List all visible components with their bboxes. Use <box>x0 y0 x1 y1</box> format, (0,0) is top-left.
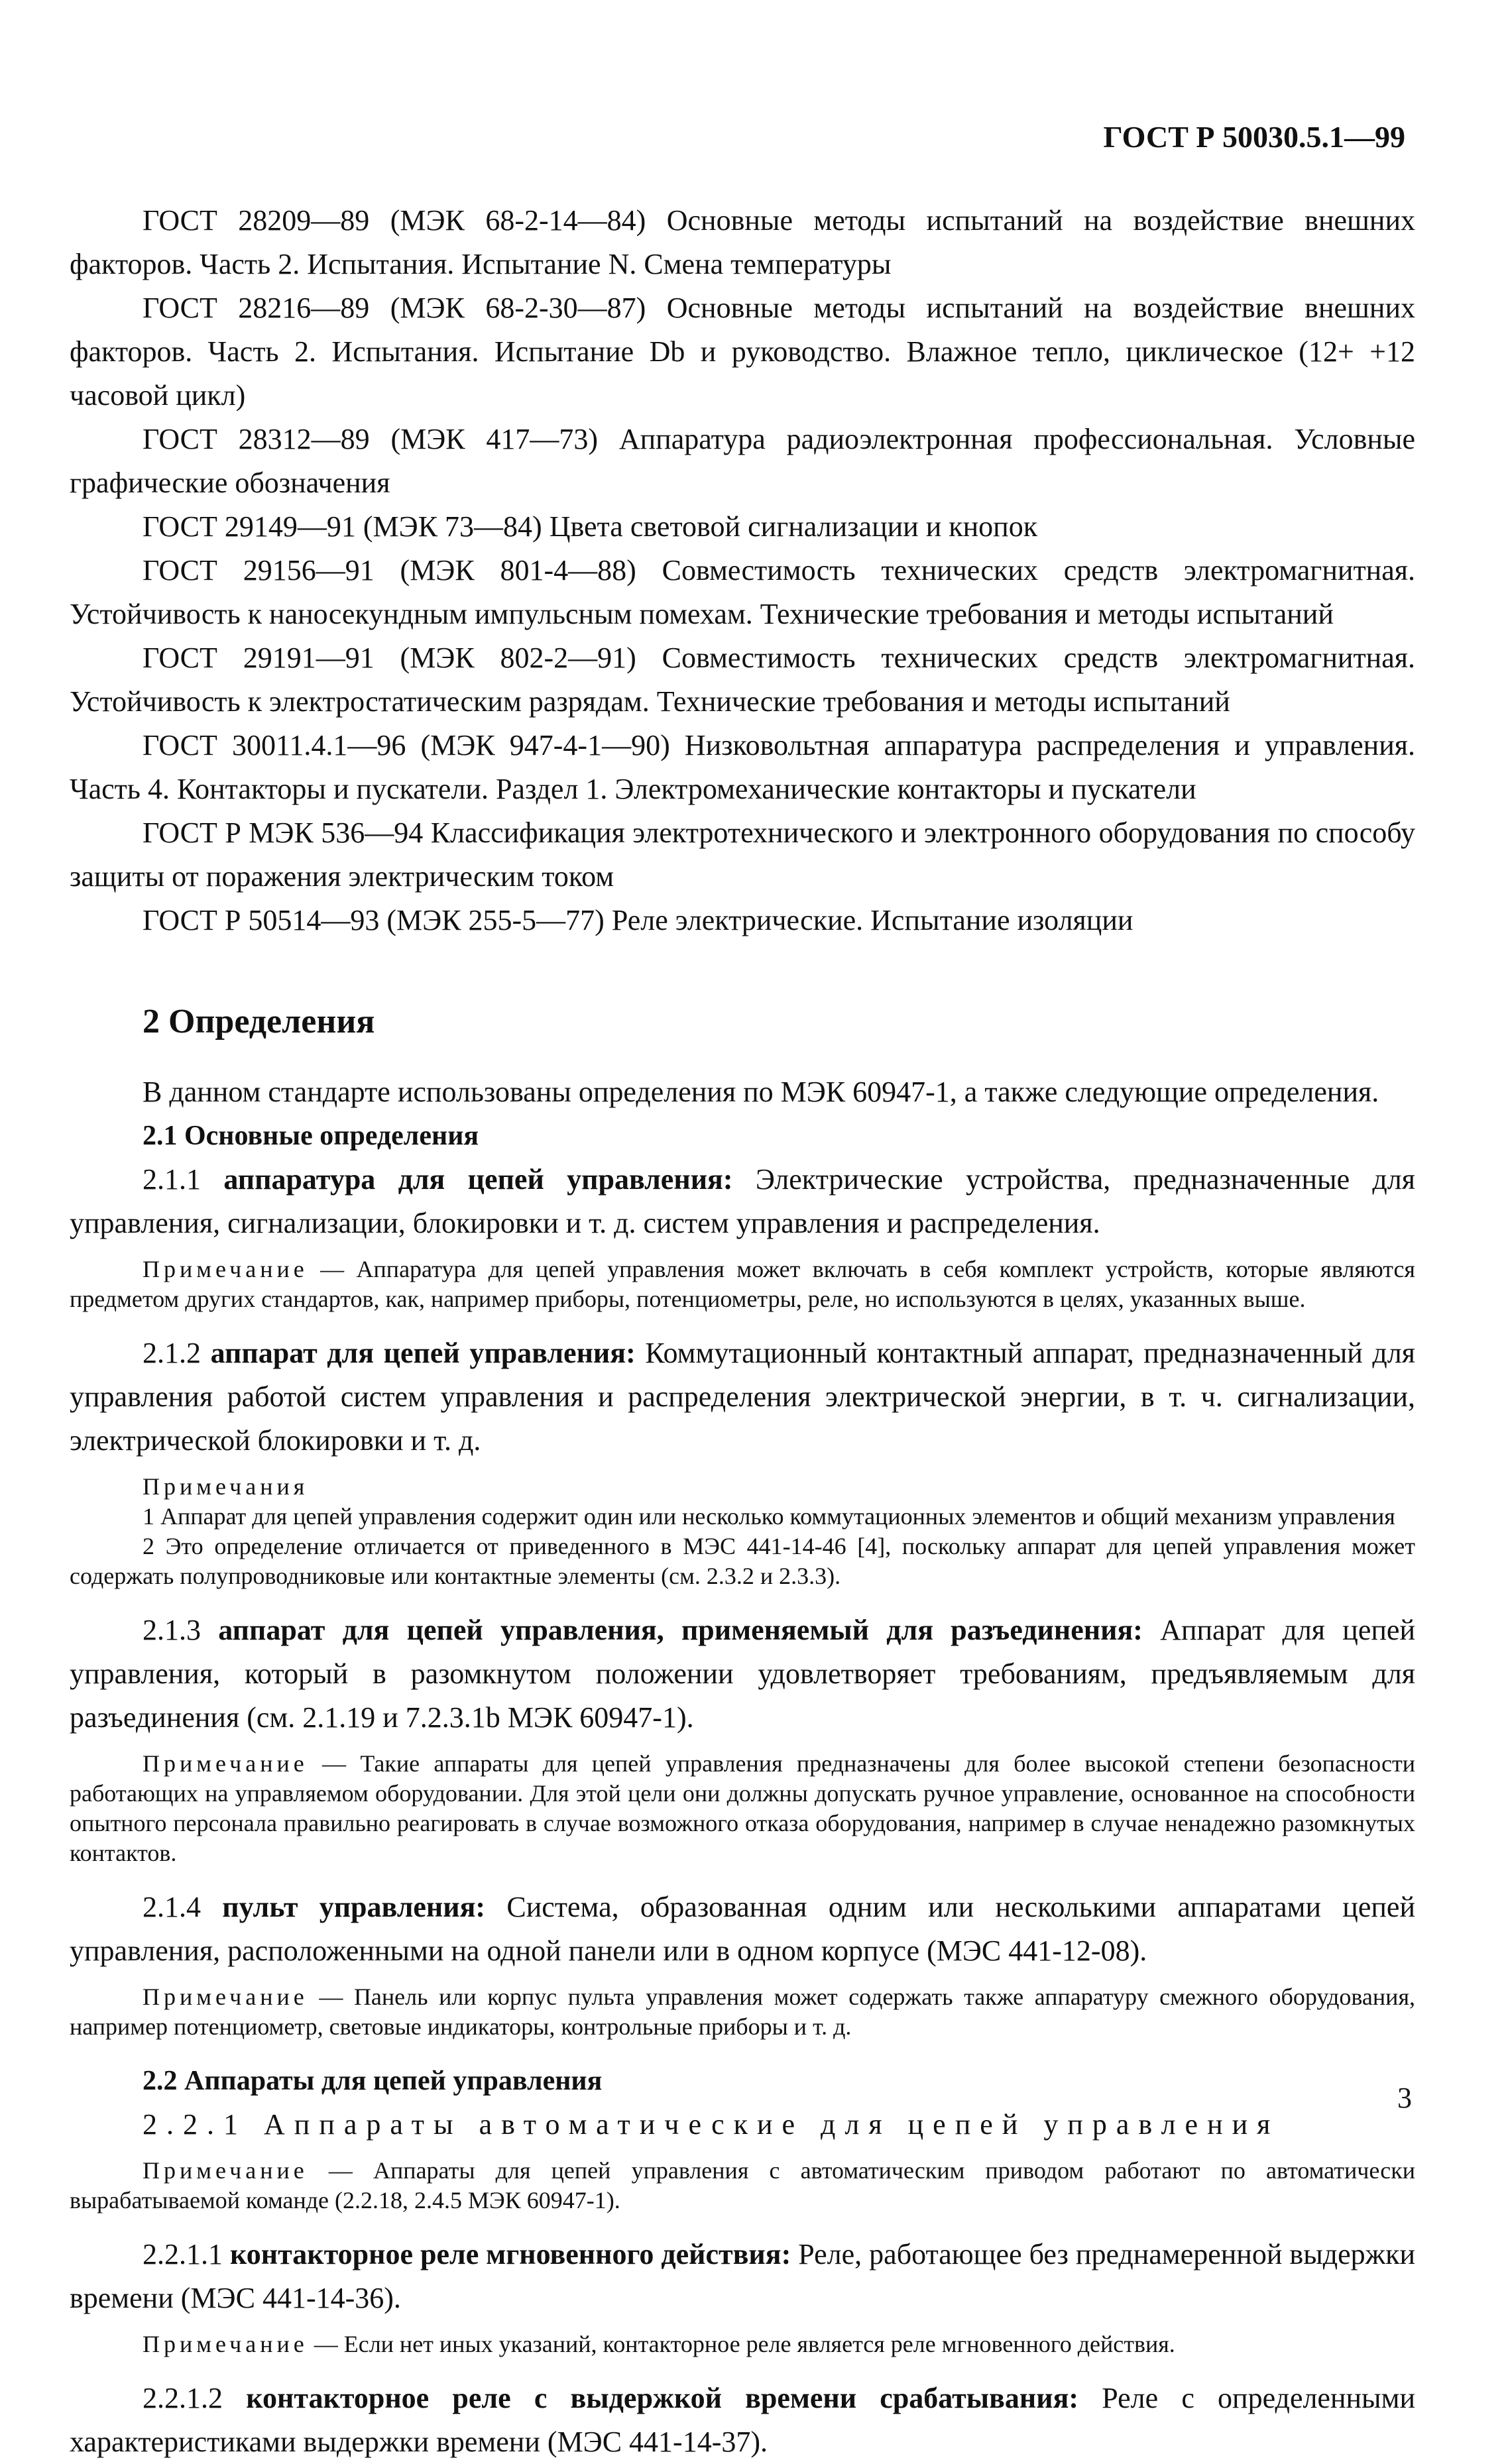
note-2-1-2-2: 2 Это определение отличается от приведенного в МЭС 441-14-46 [4], поскольку аппарат для цепей управления может содержать полупроводниковые или контактные элементы (см. 2.3.2 и 2.3.3). <box>70 1533 1415 1589</box>
reference-entry: ГОСТ 29191—91 (МЭК 802-2—91) Совместимость технических средств электромагнитная. Устойчивость к электростатическим разрядам. Технические требования и методы испытаний <box>70 642 1415 718</box>
definition-term: аппарат для цепей управления: <box>210 1337 636 1369</box>
definition-2-1-3 <box>70 1608 1415 1740</box>
note-2-2-1-1 <box>70 2329 1415 2359</box>
definition-text: Система, образованная одним или несколькими аппаратами цепей управления, расположенными на одной панели или в одном корпусе (МЭС 441-12-08). <box>70 1891 1415 1967</box>
note-label: Примечание <box>143 1750 308 1777</box>
note-label: Примечание <box>143 2157 308 2184</box>
note-text: Аппараты для цепей управления с автоматическим приводом работают по автоматически вырабатываемой команде (2.2.18, 2.4.5 МЭК 60947-1). <box>70 2157 1415 2213</box>
definition-2-2-1-2 <box>70 2377 1415 2464</box>
definition-2-2-1-1 <box>70 2233 1415 2320</box>
definition-text: Аппарат для цепей управления, который в разомкнутом положении удовлетворяет требованиям, предъявляемым для разъединения (см. 2.1.19 и 7.2.3.1b МЭК 60947-1). <box>70 1614 1415 1734</box>
note-2-1-1 <box>70 1255 1415 1314</box>
definition-number: 2.1.2 <box>143 1337 211 1369</box>
subsection-heading: 2.2 Аппараты для цепей управления <box>143 2066 603 2096</box>
reference-entry: ГОСТ 29156—91 (МЭК 801-4—88) Совместимость технических средств электромагнитная. Устойчивость к наносекундным импульсным помехам. Технические требования и методы испытаний <box>70 554 1415 630</box>
notes-label-text: Примечания <box>143 1473 309 1500</box>
reference-entry: ГОСТ Р 50514—93 (МЭК 255-5—77) Реле электрические. Испытание изоляции <box>143 904 1133 936</box>
note-text: Такие аппараты для цепей управления предназначены для более высокой степени безопасности работающих на управляемом оборудовании. Для этой цели они должны допускать ручное управление, основанное на способности опытного персонала правильно реагировать в случае возможного отказа оборудования, например в случае ненадежно разомкнутых контактов. <box>70 1750 1416 1866</box>
definition-text: Электрические устройства, предназначенные для управления, сигнализации, блокировки и т. д. систем управления и распределения. <box>70 1163 1415 1239</box>
definition-number: 2.1.1 <box>143 1163 224 1196</box>
definition-number: 2.1.4 <box>143 1891 223 1923</box>
note-label: Примечание <box>143 1984 308 2010</box>
page-header-doc-id: ГОСТ Р 50030.5.1—99 <box>1103 120 1405 154</box>
note-dash: — <box>308 1750 361 1777</box>
note-dash: — <box>308 2157 374 2184</box>
definition-text: Реле с определенными характеристиками выдержки времени (МЭС 441-14-37). <box>70 2382 1416 2458</box>
reference-entry: ГОСТ 30011.4.1—96 (МЭК 947-4-1—90) Низковольтная аппаратура распределения и управления. Часть 4. Контакторы и пускатели. Раздел 1. Электромеханические контакторы и пускатели <box>70 729 1415 805</box>
definition-2-1-4 <box>70 1885 1415 1973</box>
definition-term: контакторное реле с выдержкой времени срабатывания: <box>246 2382 1079 2414</box>
note-dash: — <box>308 2331 344 2357</box>
definition-term: аппаратура для цепей управления: <box>223 1163 733 1196</box>
reference-entry: ГОСТ 28209—89 (МЭК 68-2-14—84) Основные методы испытаний на воздействие внешних факторов. Часть 2. Испытания. Испытание N. Смена температуры <box>70 204 1415 280</box>
note-2-1-3 <box>70 1749 1415 1868</box>
definition-text: Реле, работающее без преднамеренной выдержки времени (МЭС 441-14-36). <box>70 2238 1415 2314</box>
note-2-2-1 <box>70 2156 1415 2215</box>
section-heading: 2 Определения <box>143 1003 375 1040</box>
note-2-1-2-1: 1 Аппарат для цепей управления содержит один или несколько коммутационных элементов и общий механизм управления <box>143 1503 1395 1530</box>
definition-number: 2.2.1.1 <box>143 2238 231 2270</box>
definition-number: 2.1.3 <box>143 1614 219 1646</box>
definition-term: контакторное реле мгновенного действия: <box>230 2238 791 2270</box>
reference-entry: ГОСТ 29149—91 (МЭК 73—84) Цвета световой сигнализации и кнопок <box>143 510 1038 543</box>
page-content <box>70 199 1415 2464</box>
subsection-heading: 2.1 Основные определения <box>143 1121 479 1151</box>
page-number: 3 <box>1397 2082 1412 2114</box>
notes-label <box>70 1472 1415 1502</box>
definition-text: Коммутационный контактный аппарат, предназначенный для управления работой систем управления и распределения электрической энергии, в т. ч. сигнализации, электрической блокировки и т. д. <box>70 1337 1415 1457</box>
note-2-1-4 <box>70 1982 1415 2042</box>
reference-entry: ГОСТ 28312—89 (МЭК 417—73) Аппаратура радиоэлектронная профессиональная. Условные графические обозначения <box>70 423 1415 499</box>
definition-number: 2.2.1.2 <box>143 2382 247 2414</box>
note-dash: — <box>308 1256 357 1282</box>
note-text: Панель или корпус пульта управления может содержать также аппаратуру смежного оборудования, например потенциометр, световые индикаторы, контрольные приборы и т. д. <box>70 1984 1415 2040</box>
heading-2-2-1: 2.2.1 Аппараты автоматические для цепей управления <box>143 2108 1280 2141</box>
reference-entry: ГОСТ Р МЭК 536—94 Классификация электротехнического и электронного оборудования по способу защиты от поражения электрическим током <box>70 816 1415 893</box>
note-label: Примечание <box>143 1256 308 1282</box>
definition-2-1-1 <box>70 1158 1415 1245</box>
note-label: Примечание <box>143 2331 308 2357</box>
reference-entry: ГОСТ 28216—89 (МЭК 68-2-30—87) Основные методы испытаний на воздействие внешних факторов. Часть 2. Испытания. Испытание Db и руководство. Влажное тепло, циклическое (12+ +12 часовой цикл) <box>70 292 1415 412</box>
definition-2-1-2 <box>70 1331 1415 1463</box>
note-text: Если нет иных указаний, контакторное реле является реле мгновенного действия. <box>343 2331 1175 2357</box>
section-intro: В данном стандарте использованы определения по МЭК 60947-1, а также следующие определения. <box>143 1076 1379 1108</box>
definition-term: аппарат для цепей управления, применяемый для разъединения: <box>218 1614 1143 1646</box>
definition-term: пульт управления: <box>222 1891 486 1923</box>
note-dash: — <box>308 1984 354 2010</box>
note-text: Аппаратура для цепей управления может включать в себя комплект устройств, которые являются предметом других стандартов, как, например приборы, потенциометры, реле, но используются в целях, указанных выше. <box>70 1256 1415 1312</box>
